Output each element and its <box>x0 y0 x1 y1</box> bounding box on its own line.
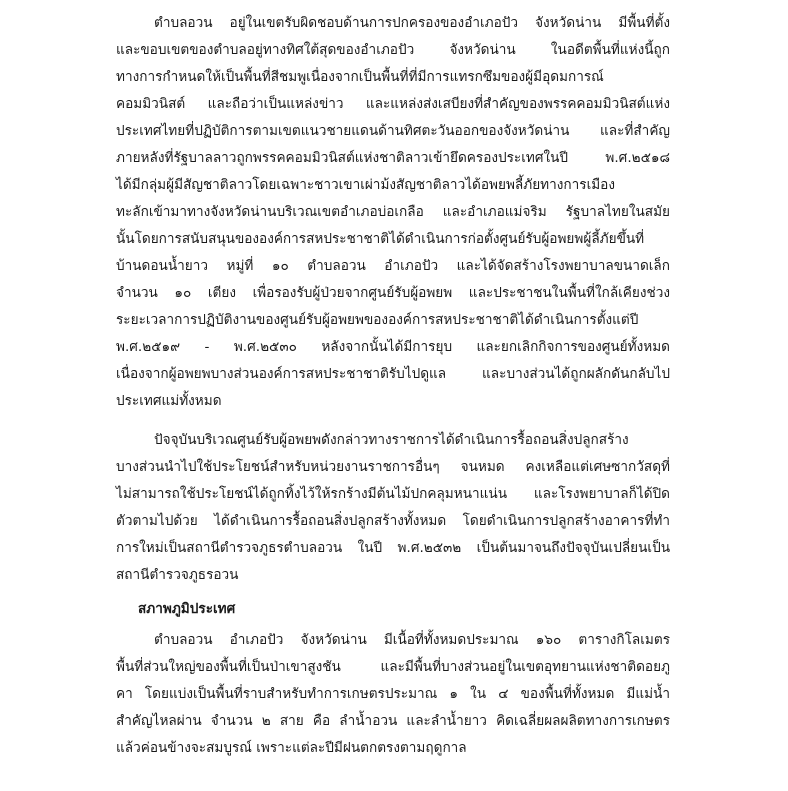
paragraph-line: ตัวตามไปด้วย ได้ดำเนินการรื้อถอนสิ่งปลูกสร้างทั้งหมด โดยดำเนินการปลูกสร้างอาคารที่ทำ <box>116 513 670 529</box>
paragraph-line: บางส่วนนำไปใช้ประโยชน์สำหรับหน่วยงานราชการอื่นๆ จนหมด คงเหลือแต่เศษซากวัสดุที่ <box>116 459 670 475</box>
paragraph-line: คอมมิวนิสต์ และถือว่าเป็นแหล่งข่าว และแหล่งส่งเสบียงที่สำคัญของพรรคคอมมิวนิสต์แห่ง <box>116 96 670 112</box>
paragraph-line: ทะลักเข้ามาทางจังหวัดน่านบริเวณเขตอำเภอบ่อเกลือ และอำเภอแม่จริม รัฐบาลไทยในสมัย <box>116 204 670 220</box>
paragraph-line: จำนวน ๑๐ เตียง เพื่อรองรับผู้ป่วยจากศูนย์รับผู้อพยพ และประชาชนในพื้นที่ใกล้เคียงช่วง <box>116 285 670 301</box>
paragraph-line: คา โดยแบ่งเป็นพื้นที่ราบสำหรับทำการเกษตรประมาณ ๑ ใน ๔ ของพื้นที่ทั้งหมด มีแม่น้ำ <box>116 686 670 702</box>
paragraph-line: ไม่สามารถใช้ประโยชน์ได้ถูกทิ้งไว้ให้รกร้างมีต้นไม้ปกคลุมหนาแน่น และโรงพยาบาลก็ได้ปิด <box>116 486 670 502</box>
section-heading: สภาพภูมิประเทศ <box>138 601 236 617</box>
paragraph-line: การใหม่เป็นสถานีตำรวจภูธรตำบลอวน ในปี พ.ศ.๒๕๓๒ เป็นต้นมาจนถึงปัจจุบันเปลี่ยนเป็น <box>116 540 670 556</box>
paragraph-line: พ.ศ.๒๕๑๙ - พ.ศ.๒๕๓๐ หลังจากนั้นได้มีการยุบ และยกเลิกกิจการของศูนย์ทั้งหมด <box>116 339 670 355</box>
paragraph-line: แล้วค่อนข้างจะสมบูรณ์ เพราะแต่ละปีมีฝนตกตรงตามฤดูกาล <box>116 740 467 756</box>
paragraph-line: ได้มีกลุ่มผู้มีสัญชาติลาวโดยเฉพาะชาวเขาเผ่าม้งสัญชาติลาวได้อพยพลี้ภัยทางการเมือง <box>116 177 615 193</box>
paragraph-line: ประเทศไทยที่ปฏิบัติการตามเขตแนวชายแดนด้านทิศตะวันออกของจังหวัดน่าน และที่สำคัญ <box>116 123 670 139</box>
paragraph-line: สถานีตำรวจภูธรอวน <box>116 567 239 583</box>
paragraph-line: ปัจจุบันบริเวณศูนย์รับผู้อพยพดังกล่าวทางราชการได้ดำเนินการรื้อถอนสิ่งปลูกสร้าง <box>154 432 629 448</box>
paragraph-line: นั้นโดยการสนับสนุนขององค์การสหประชาชาติได้ดำเนินการก่อตั้งศูนย์รับผู้อพยพผู้ลี้ภัยขึ้นที่ <box>116 231 645 247</box>
paragraph-line: เนื่องจากผู้อพยพบางส่วนองค์การสหประชาชาติรับไปดูแล และบางส่วนได้ถูกผลักดันกลับไป <box>116 366 670 382</box>
paragraph-line: ระยะเวลาการปฏิบัติงานของศูนย์รับผู้อพยพขององค์การสหประชาชาติได้ดำเนินการตั้งแต่ปี <box>116 312 639 328</box>
paragraph-line: ภายหลังที่รัฐบาลลาวถูกพรรคคอมมิวนิสต์แห่งชาติลาวเข้ายึดครองประเทศในปี พ.ศ.๒๕๑๘ <box>116 150 670 166</box>
paragraph-line: และขอบเขตของตำบลอยู่ทางทิศใต้สุดของอำเภอปัว จังหวัดน่าน ในอดีตพื้นที่แห่งนี้ถูก <box>116 42 670 58</box>
paragraph-line: ทางการกำหนดให้เป็นพื้นที่สีชมพูเนื่องจากเป็นพื้นที่ที่มีการแทรกซึมของผู้มีอุดมการณ์ <box>116 69 604 85</box>
paragraph-line: สำคัญไหลผ่าน จำนวน ๒ สาย คือ ลำน้ำอวน และลำน้ำยาว คิดเฉลี่ยผลผลิตทางการเกษตร <box>116 713 670 729</box>
paragraph-line: ตำบลอวน อำเภอปัว จังหวัดน่าน มีเนื้อที่ทั้งหมดประมาณ ๑๖๐ ตารางกิโลเมตร <box>154 632 670 648</box>
paragraph-line: พื้นที่ส่วนใหญ่ของพื้นที่เป็นป่าเขาสูงชัน และมีพื้นที่บางส่วนอยู่ในเขตอุทยานแห่งชาติดอยภู <box>116 659 670 675</box>
paragraph-line: ตำบลอวน อยู่ในเขตรับผิดชอบด้านการปกครองของอำเภอปัว จังหวัดน่าน มีพื้นที่ตั้ง <box>154 15 670 31</box>
paragraph-line: ประเทศแม่ทั้งหมด <box>116 393 222 409</box>
paragraph-line: บ้านดอนน้ำยาว หมู่ที่ ๑๐ ตำบลอวน อำเภอปัว และได้จัดสร้างโรงพยาบาลขนาดเล็ก <box>116 258 670 274</box>
